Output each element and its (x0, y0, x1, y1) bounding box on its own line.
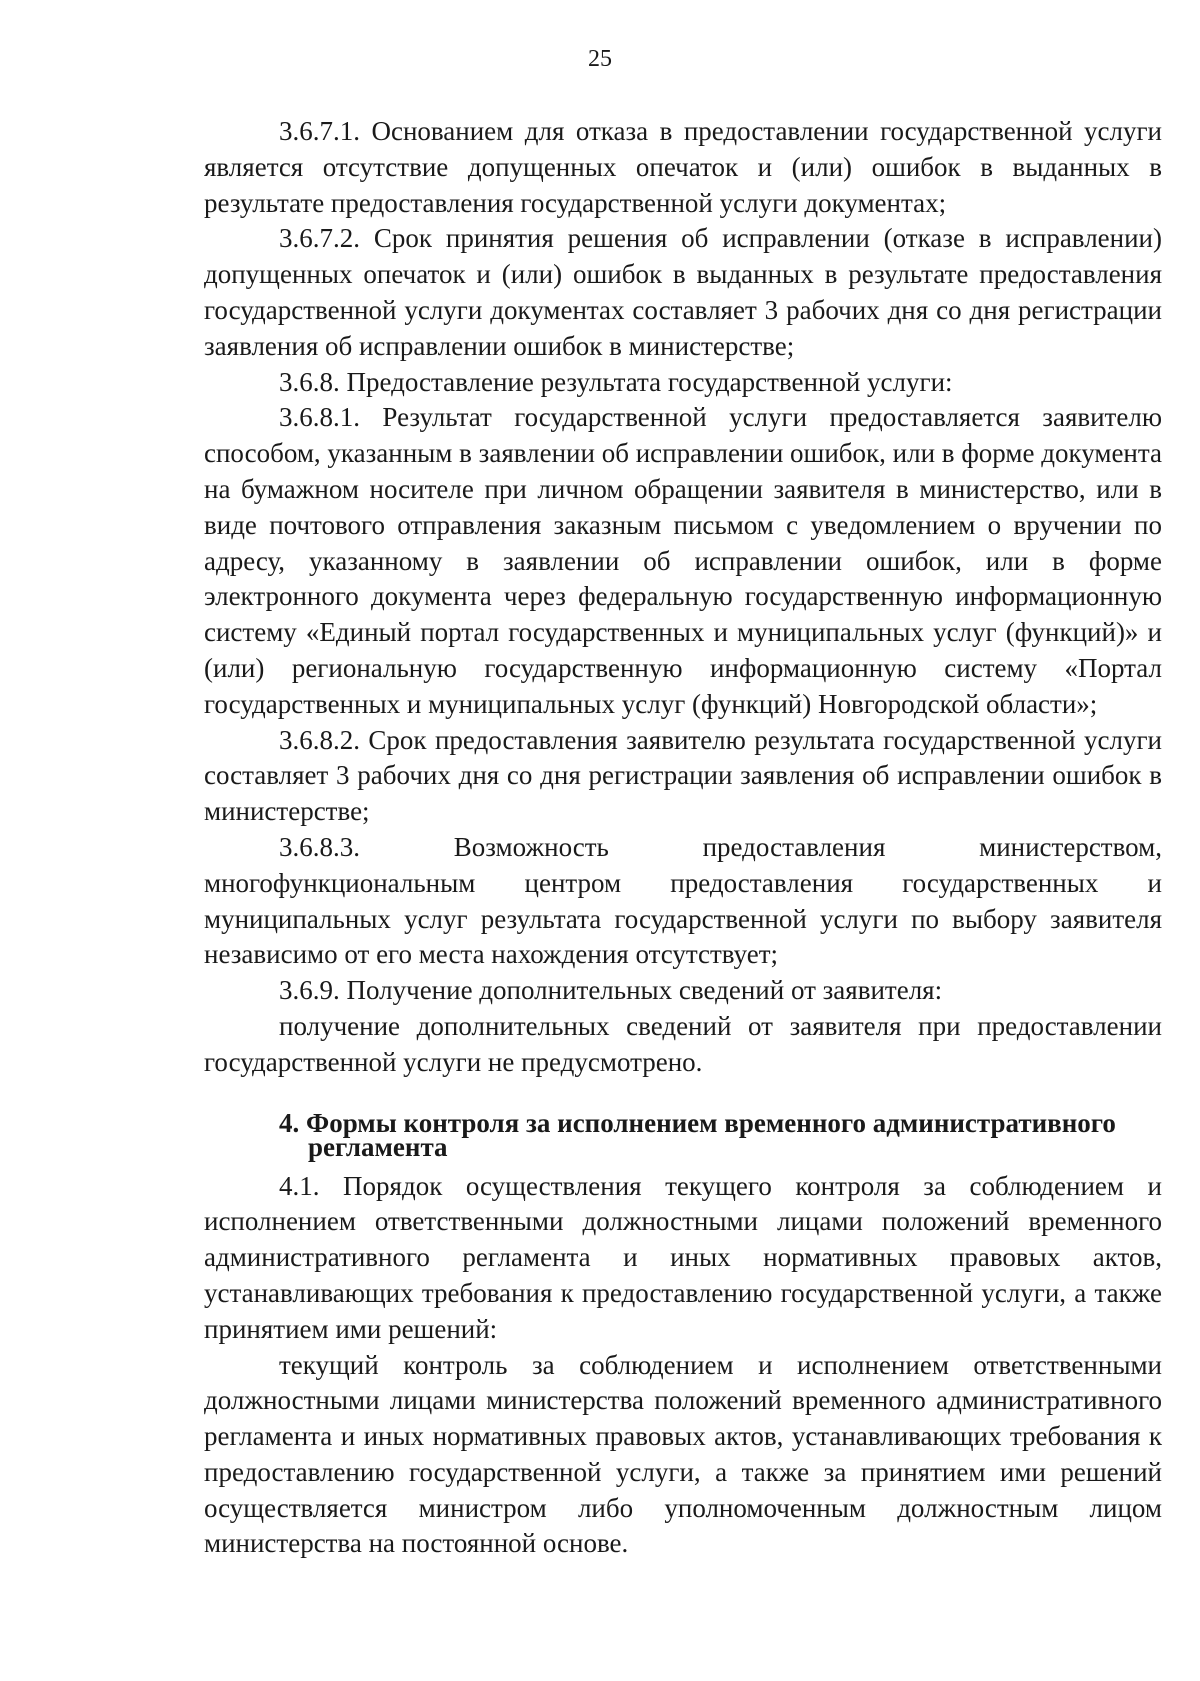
section-heading-line2: регламента (308, 1131, 448, 1162)
paragraph-3-6-7-2: 3.6.7.2. Срок принятия решения об исправлении (отказе в исправлении) допущенных опечаток и (или) ошибок в выданных в результате предоставления государственной услуги документах составляет 3 рабочих дня со дня регистрации заявления об исправлении ошибок в министерстве; (204, 223, 1162, 361)
paragraph-3-6-9: 3.6.9. Получение дополнительных сведений от заявителя: (279, 975, 943, 1006)
paragraph-3-6-9-text: получение дополнительных сведений от заявителя при предоставлении государственной услуги не предусмотрено. (204, 1010, 1162, 1077)
paragraph-3-6-8-2: 3.6.8.2. Срок предоставления заявителю результата государственной услуги составляет 3 рабочих дня со дня регистрации заявления об исправлении ошибок в министерстве; (204, 724, 1162, 827)
section-heading-line1: 4. Формы контроля за исполнением временного административного (279, 1107, 1116, 1138)
document-body (204, 114, 1162, 1562)
paragraph-3-6-8-1: 3.6.8.1. Результат государственной услуги предоставляется заявителю способом, указанным в заявлении об исправлении ошибок, или в форме документа на бумажном носителе при личном обращении заявителя в министерство, или в виде почтового отправления заказным письмом с уведомлением о вручении по адресу, указанному в заявлении об исправлении ошибок, или в форме электронного документа через федеральную государственную информационную систему «Единый портал государственных и муниципальных услуг (функций)» и (или) региональную государственную информационную систему «Портал государственных и муниципальных услуг (функций) Новгородской области»; (204, 402, 1162, 719)
paragraph-4-1: 4.1. Порядок осуществления текущего контроля за соблюдением и исполнением ответственными должностными лицами положений временного административного регламента и иных нормативных правовых актов, устанавливающих требования к предоставлению государственной услуги, а также принятием ими решений: (204, 1170, 1162, 1344)
paragraph-3-6-8-3: 3.6.8.3. Возможность предоставления министерством, многофункциональным центром предоставления государственных и муниципальных услуг результата государственной услуги по выбору заявителя независимо от его места нахождения отсутствует; (204, 831, 1162, 970)
page-number: 25 (588, 46, 612, 72)
paragraph-4-1-text: текущий контроль за соблюдением и исполнением ответственными должностными лицами министерства положений временного административного регламента и иных нормативных правовых актов, устанавливающих требования к предоставлению государственной услуги, а также за принятием ими решений осуществляется министром либо уполномоченным должностным лицом министерства на постоянной основе. (204, 1349, 1162, 1559)
paragraph-3-6-7-1: 3.6.7.1. Основанием для отказа в предоставлении государственной услуги является отсутствие допущенных опечаток и (или) ошибок в выданных в результате предоставления государственной услуги документах; (204, 116, 1162, 218)
paragraph-3-6-8: 3.6.8. Предоставление результата государственной услуги: (279, 366, 953, 397)
section-4-heading (204, 1107, 1162, 1162)
